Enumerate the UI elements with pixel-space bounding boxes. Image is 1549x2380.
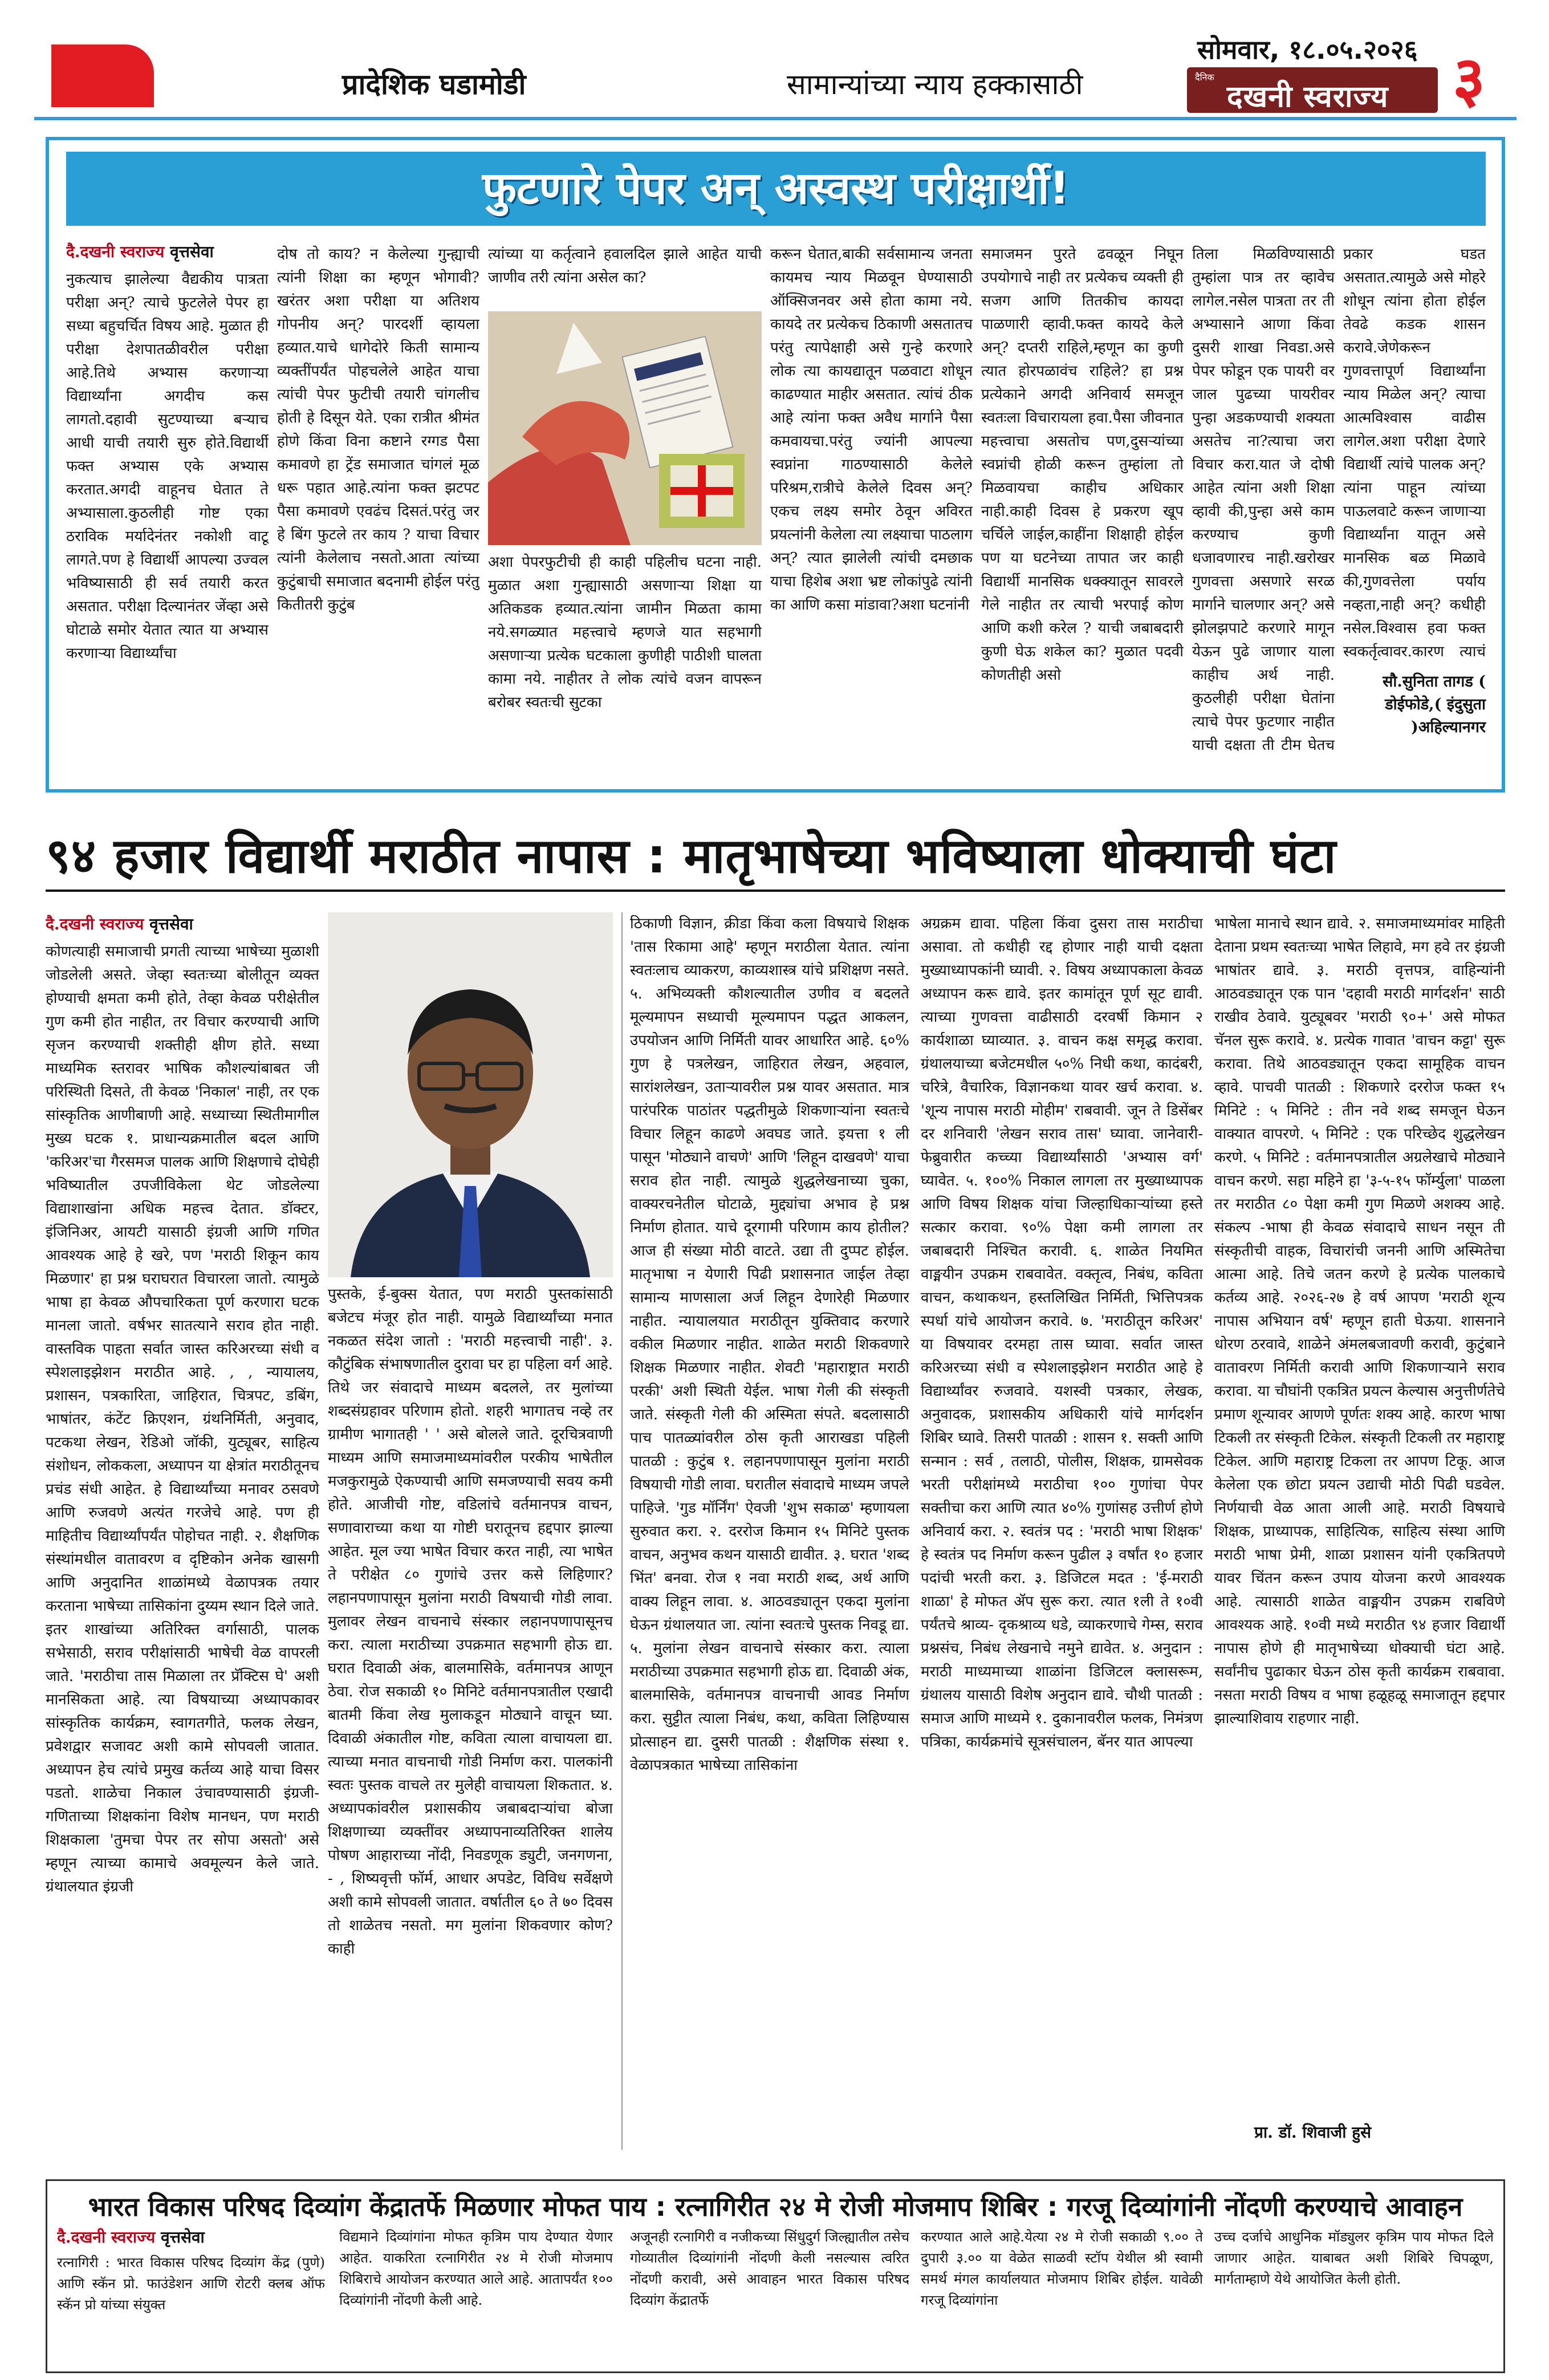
header-divider [34,117,1517,120]
article-2-column-1 [46,912,319,2150]
article-1-column-7 [1192,243,1335,753]
article-1-column-1 [66,240,269,753]
article-3-text-1: रत्नागिरी : भारत विकास परिषद दिव्यांग केंद्र (पुणे) आणि स्कॅन प्रो. फाउंडेशन आणि रोटरी क्लब ऑफ स्कॅन प्रो यांच्या संयुक्त [57,2255,325,2313]
column-rule [621,912,623,2150]
issue-date: सोमवार, १८.०५.२०२६ [1197,34,1418,65]
article-1-text-2: दोष तो काय? न केलेल्या गुन्ह्याची त्यांनी शिक्षा का म्हणून भोगावी? खरंतर अशा परीक्षा या अतिशय गोपनीय अन्? पारदर्शी व्हायला हव्यात.याचे धागेदोरे किती सामान्य व्यक्तींपर्यंत पोहचलेले आहेत याचा त्यांची पेपर फुटीची तयारी चांगलीच होती हे दिसून येते. एका रात्रीत श्रीमंत होणे किंवा विना कष्टाने रग्गड पैसा कमावणे हा ट्रेंड समाजात चांगलं मूळ धरू पहात आहे.त्यांना फक्त झटपट पैसा कमावणे एवढंच दिसतं.परंतु जर हे बिंग फुटले तर काय ? याचा विचार त्यांनी केलेलाच नसतो.आता त्यांच्या कुटुंबाची समाजात बदनामी होईल परंतु कितीतरी कुटुंब [277,246,479,614]
article-1-column-2 [277,243,479,753]
article-3-text-3: अजूनही रत्नागिरी व नजीकच्या सिंधुदुर्ग जिल्ह्यातील तसेच गोव्यातील दिव्यांगांनी नोंदणी केली नसल्यास त्वरित नोंदणी करावी, असे आवाहन भारत विकास परिषद दिव्यांग केंद्रातर्फे [630,2229,909,2308]
article-2-byline-source: दै.दखनी स्वराज्य [46,915,144,933]
article-3-text-4: करण्यात आले आहे.येत्या २४ मे रोजी सकाळी ९.०० ते दुपारी ३.०० या वेळेत साळवी स्टॉप येथील श्री स्वामी समर्थ मंगल कार्यालयात मोजमाप शिबिर होईल. यावेळी गरजू दिव्यांगांना [921,2229,1203,2308]
article-2-text-1: कोणत्याही समाजाची प्रगती त्याच्या भाषेच्या मुळाशी जोडलेली असते. जेव्हा स्वतःच्या बोलीतून व्यक्त होण्याची क्षमता कमी होते, तेव्हा केवळ परीक्षेतील गुण कमी होत नाहीत, तर विचार करण्याची आणि सृजन करण्याची शक्तीही क्षीण होते. सध्या माध्यमिक स्तरावर भाषिक कौशल्यांबाबत जी परिस्थिती दिसते, ती केवळ 'निकाल' नाही, तर एक सांस्कृतिक आणीबाणी आहे. सध्याच्या स्थितीमागील मुख्य घटक १. प्राधान्यक्रमातील बदल आणि 'करिअर'चा गैरसमज पालक आणि शिक्षणाचे दोघेही भविष्यातील उपजीविकेला थेट जोडलेल्या विद्याशाखांना अधिक महत्त्व देतात. डॉक्टर, इंजिनिअर, आयटी यासाठी इंग्रजी आणि गणित आवश्यक आहे हे खरे, पण 'मराठी शिकून काय मिळणार' हा प्रश्न घराघरात विचारला जातो. त्यामुळे भाषा हा केवळ औपचारिकता पूर्ण करणारा घटक मानला जातो. वर्षभर सातत्याने सराव होत नाही. वास्तविक पाहता सर्वात जास्त करिअरच्या संधी व स्पेशलाइझेशन मराठीत आहे. , , न्यायालय, प्रशासन, पत्रकारिता, जाहिरात, चित्रपट, डबिंग, भाषांतर, कंटेंट क्रिएशन, ग्रंथनिर्मिती, अनुवाद, पटकथा लेखन, रेडिओ जॉकी, युट्यूबर, साहित्य संशोधन, लोककला, अध्यापन या क्षेत्रांत मराठीतूनच प्रचंड संधी आहेत. हे विद्यार्थ्यांच्या मनावर ठसवणे आणि रुजवणे अत्यंत गरजेचे आहे. पण ही माहितीच विद्यार्थ्यांपर्यंत पोहोचत नाही. २. शैक्षणिक संस्थांमधील वातावरण व दृष्टिकोन अनेक खासगी आणि अनुदानित शाळांमध्ये वेळापत्रक तयार करताना भाषेच्या तासिकांना दुय्यम स्थान दिले जाते. इतर शाखांच्या अतिरिक्त वर्गासाठी, पालक सभेसाठी, सराव परीक्षांसाठी भाषेची वेळ वापरली जाते. 'मराठीचा तास मिळाला तर प्रॅक्टिस घे' अशी मानसिकता आहे. त्या विषयाच्या अध्यापकावर सांस्कृतिक कार्यक्रम, स्वागतगीते, फलक लेखन, प्रवेशद्वार सजावट अशी कामे सोपवली जातात. अध्यापन हेच त्यांचे प्रमुख कर्तव्य आहे याचा विसर पडतो. शाळेचा निकाल उंचावण्यासाठी इंग्रजी-गणिताच्या शिक्षकांना विशेष मानधन, पण मराठी शिक्षकाला 'तुमचा पेपर तर सोपा असतो' असे म्हणून त्याच्या कामाचे अवमूल्यन केले जाते. ग्रंथालयात इंग्रजी [46,943,319,1895]
article-1-column-5 [770,243,973,753]
article-1-author-name: सौ.सुनिता तागड ( [1383,673,1486,691]
article-2-column-5 [1214,912,1505,2115]
article-1-column-6 [981,243,1184,753]
article-1-author-city: )अहिल्यानगर [1411,718,1486,736]
article-3-column-3 [630,2227,909,2366]
article-1-byline-service: वृत्तसेवा [170,242,214,261]
article-1-text-6: समाजमन पुरते ढवळून निघून उपयोगाचे नाही तर प्रत्येकच व्यक्ती ही सजग आणि तितकीच कायदा पाळणारी व्हावी.फक्त कायदे केले अन्? दप्तरी राहिले,म्हणून का कुणी त्यात होरपळावंच राहिले? हा प्रश्न प्रत्येकाने अगदी अनिवार्य समजून स्वतःला विचारायला हवा.पैसा जीवनात महत्त्वाचा असतोच पण,दुसऱ्यांच्या स्वप्नांची होळी करून तुम्हांला तो मिळवायचा काहीच अधिकार नाही.काही दिवस हे प्रकरण खूप चर्चिले जाईल,काहींना शिक्षाही होईल पण या घटनेच्या तापात जर काही विद्यार्थी मानसिक धक्क्यातून सावरले गेले नाहीत तर त्याची भरपाई कोण आणि कशी करेल ? याची जबाबदारी कुणी घेऊ शकेल का? मुळात पदवी कोणतीही असो [981,246,1184,684]
article-1-text-8: प्रकार घडत असतात.त्यामुळे असे मोहरे शोधून त्यांना होता होईल तेवढे कडक शासन करावे.जेणेकरून गुणवत्तापूर्ण विद्यार्थ्यांना न्याय मिळेल अन्? त्याचा आत्मविश्वास वाढीस लागेल.अशा परीक्षा देणारे विद्यार्थी त्यांचे पालक अन्? त्यांना पाहून त्यांच्या पाऊलवाटे करून जाणाऱ्या विद्यार्थ्यांना यातून असे मानसिक बळ मिळावे की,गुणवत्तेला पर्याय नव्हता,नाही अन्? कधीही नसेल.विश्वास हवा फक्त स्वकर्तृत्वावर.कारण त्याचं [1343,246,1486,660]
article-1-headline: फुटणारे पेपर अन् अस्वस्थ परीक्षार्थी! [482,163,1070,214]
author-photo [328,912,613,1277]
logo-name: दखनी स्वराज्य [1227,80,1389,113]
article-1-author-place: डोईफोडे,( इंदुसुता [1385,696,1486,713]
newspaper-logo [1187,67,1438,113]
article-3-text-5: उच्च दर्जाचे आधुनिक मॉड्युलर कृत्रिम पाय मोफत दिले जाणार आहेत. याबाबत अशी शिबिरे चिपळूण, मार्गताम्हाणे येथे आयोजित केली होती. [1214,2229,1494,2287]
article-1-text-7: तिला मिळविण्यासाठी तुम्हांला पात्र तर व्हावेच लागेल.नसेल पात्रता तर ती अभ्यासाने आणा किंवा दुसरी शाखा निवडा.असे पेपर फोडून एक पायरी वर जाल पुढच्या पायरीवर पुन्हा अडकण्याची शक्यता असतेच ना?त्याचा जरा विचार करा.यात जे दोषी आहेत त्यांना अशी शिक्षा व्हावी की,पुन्हा असे काम करण्याच कुणी धजावणारच नाही.खरोखर गुणवत्ता असणारे सरळ मार्गाने चालणार अन्? असे झोलझपाटे करणारे मागून येऊन पुढे जाणार याला काहीच अर्थ नाही. कुठलीही परीक्षा घेतांना त्याचे पेपर फुटणार नाहीत याची दक्षता ती टीम घेतच [1192,246,1335,753]
article-2-byline-service: वृत्तसेवा [149,915,193,933]
page-number: ३ [1453,43,1486,116]
article-1-banner [66,152,1486,226]
logo-small-text: दैनिक [1195,72,1214,83]
article-paper-leak [46,137,1505,793]
article-1-text-5: करून घेतात,बाकी सर्वसामान्य जनता कायमच न्याय मिळवून घेण्यासाठी ऑक्सिजनवर असे होता कामा नये. कायदे तर प्रत्येकच ठिकाणी असतातच परंतु त्यापेक्षाही असे गुन्हे करणारे लोक त्या कायद्यातून पळवाटा शोधून काढण्यात माहीर असतात. त्यांचं ठीक आहे त्यांना फक्त अवैध मार्गाने पैसा कमवायचा.परंतु ज्यांनी आपल्या स्वप्नांना गाठण्यासाठी केलेले परिश्रम,रात्रीचे केलेले दिवस अन्? एकच लक्ष्य समोर ठेवून अविरत प्रयत्नांनी केलेला त्या लक्ष्याचा पाठलाग अन्? त्यात झालेली त्यांची दमछाक याचा हिशेब अशा भ्रष्ट लोकांपुढे त्यांनी का आणि कसा मांडावा?अशा घटनांनी [770,246,973,614]
article-1-column-4 [488,551,762,753]
article-3-column-4 [921,2227,1203,2366]
article-2-column-4 [921,912,1203,2150]
article-2-byline [46,912,319,936]
article-1-author-signature [1343,671,1486,739]
article-2-text-2: पुस्तके, ई-बुक्स येतात, पण मराठी पुस्तकांसाठी बजेटच मंजूर होत नाही. यामुळे विद्यार्थ्यांच्या मनात नकळत संदेश जातो : 'मराठी महत्त्वाची नाही'. ३. कौटुंबिक संभाषणातील दुरावा घर हा पहिला वर्ग आहे. तिथे जर संवादाचे माध्यम बदलले, तर मुलांच्या शब्दसंग्रहावर परिणाम होतो. शहरी भागातच नव्हे तर ग्रामीण भागातही ' ' असे बोलले जाते. दूरचित्रवाणी माध्यम आणि समाजमाध्यमांवरील परकीय भाषेतील मजकुरामुळे ऐकण्याची आणि समजण्याची सवय कमी होते. आजीची गोष्ट, वडिलांचे वर्तमानपत्र वाचन, सणावाराच्या कथा या गोष्टी घरातूनच हद्दपार झाल्या आहेत. मूल ज्या भाषेत विचार करत नाही, त्या भाषेत ते परीक्षेत ८० गुणांचे उत्तर कसे लिहिणार? लहानपणापासून मुलांना मराठी विषयाची गोडी लावा. मुलावर लेखन वाचनाचे संस्कार लहानपणापासूनच करा. त्याला मराठीच्या उपक्रमात सहभागी होऊ द्या. घरात दिवाळी अंक, बालमासिके, वर्तमानपत्र आणून ठेवा. रोज सकाळी १० मिनिटे वर्तमानपत्रातील एखादी बातमी किंवा लेख मुलाकडून मोठ्याने वाचून घ्या. दिवाळी अंकातील गोष्ट, कविता त्याला वाचायला द्या. त्याच्या मनात वाचनाची गोडी निर्माण करा. पालकांनी स्वतः पुस्तक वाचले तर मुलेही वाचायला शिकतात. ४. अध्यापकांवरील प्रशासकीय जबाबदाऱ्यांचा बोजा शिक्षणाच्या व्यक्तींवर अध्यापनाव्यतिरिक्त शालेय पोषण आहाराच्या नोंदी, निवडणूक ड्युटी, जनगणना, - , शिष्यवृत्ती फॉर्म, आधार अपडेट, विविध सर्वेक्षणे अशी कामे सोपवली जातात. वर्षातील ६० ते ७० दिवस तो शाळेतच नसतो. मग मुलांना शिकवणार कोण? काही [328,1286,613,1957]
paper-leak-photo [488,311,762,545]
article-3-column-2 [339,2227,613,2366]
article-3-byline [57,2227,325,2248]
article-1-text-1: नुकत्याच झालेल्या वैद्यकीय पात्रता परीक्षा अन्? त्याचे फुटलेले पेपर हा सध्या बहुचर्चित विषय आहे. मुळात ही परीक्षा देशपातळीवरील परीक्षा आहे.तिथे अभ्यास करणाऱ्या विद्यार्थ्यांना अगदीच कस लागतो.दहावी सुटण्याच्या बऱ्याच आधी याची तयारी सुरु होते.विद्यार्थी फक्त अभ्यास एके अभ्यास करतात.अगदी वाहूनच घेतात ते अभ्यासाला.कुठलीही गोष्ट एका ठराविक मर्यादेनंतर नकोशी वाटू लागते.पण हे विद्यार्थी आपल्या उज्वल भविष्यासाठी ही सर्व तयारी करत असतात. परीक्षा दिल्यानंतर जेंव्हा असे घोटाळे समोर येतात त्यात या अभ्यास करणाऱ्या विद्यार्थ्यांचा [66,271,269,662]
article-1-byline-source: दै.दखनी स्वराज्य [66,242,165,261]
article-2-author: प्रा. डॉ. शिवाजी हुसे [1254,2123,1372,2142]
paper-leak-illustration [488,311,762,545]
article-3-column-1 [57,2227,325,2366]
article-2-headline: ९४ हजार विद्यार्थी मराठीत नापास : मातृभाषेच्या भविष्याला धोक्याची घंटा [46,828,1337,884]
article-3-headline: भारत विकास परिषद दिव्यांग केंद्रातर्फे मिळणार मोफत पाय : रत्नागिरीत २४ मे रोजी मोजमाप शिबिर : गरजू दिव्यांगांनी नोंदणी करण्याचे आवाहन [88,2191,1463,2222]
article-3-text-2: विद्यमाने दिव्यांगांना मोफत कृत्रिम पाय देण्यात येणार आहेत. याकरिता रत्नागिरीत २४ मे रोजी मोजमाप शिबिराचे आयोजन करण्यात आले आहे. आतापर्यंत १०० दिव्यांगांनी नोंदणी केली आहे. [339,2229,613,2308]
section-name: प्रादेशिक घडामोडी [342,68,526,101]
article-1-text-4: अशा पेपरफुटीची ही काही पहिलीच घटना नाही. मुळात अशा गुन्ह्यासाठी असणाऱ्या शिक्षा या अतिकडक हव्यात.त्यांना जामीन मिळता कामा नये.सगळ्यात महत्त्वाचे म्हणजे यात सहभागी असणाऱ्या प्रत्येक घटकाला कुणीही पाठीशी घालता कामा नये. नाहीतर ते लोक त्यांचे वजन वापरून बरोबर स्वतःची सुटका [488,554,762,711]
article-2-text-3: ठिकाणी विज्ञान, क्रीडा किंवा कला विषयाचे शिक्षक 'तास रिकामा आहे' म्हणून मराठीला येतात. त्यांना स्वतःलाच व्याकरण, काव्यशास्त्र यांचे प्रशिक्षण नसते. ५. अभिव्यक्ती कौशल्यातील उणीव व बदलते मूल्यमापन सध्याची मूल्यमापन पद्धत आकलन, उपयोजन आणि निर्मिती यावर आधारित आहे. ६०% गुण हे पत्रलेखन, जाहिरात लेखन, अहवाल, सारांशलेखन, उताऱ्यावरील प्रश्न यावर असतात. मात्र पारंपरिक पाठांतर पद्धतीमुळे शिकणाऱ्यांना स्वतःचे विचार लिहून काढणे अवघड जाते. इयत्ता १ ली पासून 'मोठ्याने वाचणे' आणि 'लिहून दाखवणे' याचा सराव होत नाही. त्यामुळे शुद्धलेखनाच्या चुका, वाक्यरचनेतील घोटाळे, मुद्द्यांचा अभाव हे प्रश्न निर्माण होतात. याचे दूरगामी परिणाम काय होतील? आज ही संख्या मोठी वाटते. उद्या ती दुप्पट होईल. मातृभाषा न येणारी पिढी प्रशासनात जाईल तेव्हा सामान्य माणसाला अर्ज लिहून देणारेही मिळणार नाहीत. न्यायालयात मराठीतून युक्तिवाद करणारे वकील मिळणार नाहीत. शाळेत मराठी शिकवणारे शिक्षक मिळणार नाहीत. शेवटी 'महाराष्ट्रात मराठी परकी' अशी स्थिती येईल. भाषा गेली की संस्कृती जाते. संस्कृती गेली की अस्मिता संपते. बदलासाठी पाच पातळ्यांवरील ठोस कृती आराखडा पहिली पातळी : कुटुंब १. लहानपणापासून मुलांना मराठी विषयाची गोडी लावा. घरातील संवादाचे माध्यम जपले पाहिजे. 'गुड मॉर्निंग' ऐवजी 'शुभ सकाळ' म्हणायला सुरुवात करा. २. दररोज किमान १५ मिनिटे पुस्तक वाचन, अनुभव कथन यासाठी द्यावीत. ३. घरात 'शब्द भिंत' बनवा. रोज १ नवा मराठी शब्द, अर्थ आणि वाक्य लिहून लावा. ४. आठवड्यातून एकदा मुलांना घेऊन ग्रंथालयात जा. त्यांना स्वतःचे पुस्तक निवडू द्या. ५. मुलांना लेखन वाचनाचे संस्कार करा. त्याला मराठीच्या उपक्रमात सहभागी होऊ द्या. दिवाळी अंक, बालमासिके, वर्तमानपत्र वाचनाची आवड निर्माण करा. सुट्टीत त्याला निबंध, कथा, कविता लिहिण्यास प्रोत्साहन द्या. दुसरी पातळी : शैक्षणिक संस्था १. वेळापत्रकात भाषेच्या तासिकांना [630,915,909,1774]
article-3-column-5 [1214,2227,1494,2366]
article-2-divider [46,890,1505,892]
article-3-byline-source: दै.दखनी स्वराज्य [57,2228,156,2247]
article-1-byline [66,240,269,263]
page-header [0,0,1549,114]
article-1-text-3: त्यांच्या या कर्तृत्वाने हवालदिल झाले आहेत याची जाणीव तरी त्यांना असेल का? [488,246,762,286]
article-2-text-5: भाषेला मानाचे स्थान द्यावे. २. समाजमाध्यमांवर माहिती देताना प्रथम स्वतःच्या भाषेत लिहावे, मग हवे तर इंग्रजी भाषांतर द्यावे. ३. मराठी वृत्तपत्र, वाहिन्यांनी आठवड्यातून एक पान 'दहावी मराठी मार्गदर्शन' साठी राखीव ठेवावे. युट्यूबवर 'मराठी ९०+' असे मोफत चॅनल सुरू करावे. ४. प्रत्येक गावात 'वाचन कट्टा' सुरू करावा. तिथे आठवड्यातून एकदा सामूहिक वाचन व्हावे. पाचवी पातळी : शिकणारे दररोज फक्त १५ मिनिटे : ५ मिनिटे : तीन नवे शब्द समजून घेऊन वाक्यात वापरणे. ५ मिनिटे : एक परिच्छेद शुद्धलेखन करणे. ५ मिनिटे : वर्तमानपत्रातील अग्रलेखाचे मोठ्याने वाचन करणे. सहा महिने हा '३-५-१५ फॉर्म्युला' पाळला तर मराठीत ८० पेक्षा कमी गुण मिळणे अशक्य आहे. संकल्प -भाषा ही केवळ संवादाचे साधन नसून ती संस्कृतीची वाहक, विचारांची जननी आणि अस्मितेचा आत्मा आहे. तिचे जतन करणे हे प्रत्येक पालकाचे कर्तव्य आहे. २०२६-२७ हे वर्ष आपण 'मराठी शून्य नापास अभियान वर्ष' म्हणून हाती घेऊया. शासनाने धोरण ठरवावे, शाळेने अंमलबजावणी करावी, कुटुंबाने वातावरण निर्मिती करावी आणि शिकणाऱ्याने सराव करावा. या चौघांनी एकत्रित प्रयत्न केल्यास अनुत्तीर्णतेचे प्रमाण शून्यावर आणणे पूर्णतः शक्य आहे. कारण भाषा टिकली तर संस्कृती टिकेल. संस्कृती टिकली तर महाराष्ट्र टिकेल. आणि महाराष्ट्र टिकला तर आपण टिकू. आज केलेला एक छोटा प्रयत्न उद्याची मोठी पिढी घडवेल. निर्णयाची वेळ आता आली आहे. मराठी विषयाचे शिक्षक, प्राध्यापक, साहित्यिक, साहित्य संस्था आणि मराठी भाषा प्रेमी, शाळा प्रशासन यांनी एकत्रितपणे यावर चिंतन करून उपाय योजना करणे आवश्यक आहे. त्यासाठी शाळेत वाङ्मयीन उपक्रम राबविणे आवश्यक आहे. १०वी मध्ये मराठीत ९४ हजार विद्यार्थी नापास होणे ही मातृभाषेच्या धोक्याची घंटा आहे. सर्वांनीच पुढाकार घेऊन ठोस कृती कार्यक्रम राबवावा. नसता मराठी विषय व भाषा हळूहळू समाजातून हद्दपार झाल्याशिवाय राहणार नाही. [1214,915,1505,1727]
article-3-byline-service: वृत्तसेवा [161,2228,205,2247]
article-2-text-4: अग्रक्रम द्यावा. पहिला किंवा दुसरा तास मराठीचा असावा. तो कधीही रद्द होणार नाही याची दक्षता मुख्याध्यापकांनी घ्यावी. २. विषय अध्यापकाला केवळ अध्यापन करू द्यावे. इतर कामांतून पूर्ण सूट द्यावी. त्याच्या गुणवत्ता वाढीसाठी दरवर्षी किमान २ कार्यशाळा घ्याव्यात. ३. वाचन कक्ष समृद्ध करावा. ग्रंथालयाच्या बजेटमधील ५०% निधी कथा, कादंबरी, चरित्रे, वैचारिक, विज्ञानकथा यावर खर्च करावा. ४. 'शून्य नापास मराठी मोहीम' राबवावी. जून ते डिसेंबर दर शनिवारी 'लेखन सराव तास' घ्यावा. जानेवारी-फेब्रुवारीत कच्च्या विद्यार्थ्यांसाठी 'अभ्यास वर्ग' घ्यावेत. ५. १००% निकाल लागला तर मुख्याध्यापक आणि विषय शिक्षक यांचा जिल्हाधिकाऱ्यांच्या हस्ते सत्कार करावा. ९०% पेक्षा कमी लागला तर जबाबदारी निश्चित करावी. ६. शाळेत नियमित वाङ्मयीन उपक्रम राबवावेत. वक्तृत्व, निबंध, कविता वाचन, कथाकथन, हस्तलिखित निर्मिती, भित्तिपत्रक स्पर्धा यांचे आयोजन करावे. ७. 'मराठीतून करिअर' या विषयावर दरमहा तास घ्यावा. सर्वात जास्त करिअरच्या संधी व स्पेशलाइझेशन मराठीत आहे हे विद्यार्थ्यांवर रुजवावे. यशस्वी पत्रकार, लेखक, अनुवादक, प्रशासकीय अधिकारी यांचे मार्गदर्शन शिबिर घ्यावे. तिसरी पातळी : शासन १. सक्ती आणि सन्मान : सर्व , तलाठी, पोलीस, शिक्षक, ग्रामसेवक भरती परीक्षांमध्ये मराठीचा १०० गुणांचा पेपर सक्तीचा करा आणि त्यात ४०% गुणांसह उत्तीर्ण होणे अनिवार्य करा. २. स्वतंत्र पद : 'मराठी भाषा शिक्षक' हे स्वतंत्र पद निर्माण करून पुढील ३ वर्षांत १० हजार पदांची भरती करा. ३. डिजिटल मदत : 'ई-मराठी शाळा' हे मोफत ॲप सुरू करा. त्यात १ली ते १०वी पर्यंतचे श्राव्य- दृकश्राव्य धडे, व्याकरणाचे गेम्स, सराव प्रश्नसंच, निबंध लेखनाचे नमुने द्यावेत. ४. अनुदान : मराठी माध्यमाच्या शाळांना डिजिटल क्लासरूम, ग्रंथालय यासाठी विशेष अनुदान द्यावे. चौथी पातळी : समाज आणि माध्यमे १. दुकानावरील फलक, निमंत्रण पत्रिका, कार्यक्रमांचे सूत्रसंचालन, बॅनर यात आपल्या [921,915,1203,1751]
article-2-column-3 [630,912,909,2150]
newspaper-tagline: सामान्यांच्या न्याय हक्कासाठी [787,68,1083,101]
section-color-tab [51,44,154,107]
article-1-column-3-top [488,243,762,311]
article-1-column-8 [1343,243,1486,662]
article-2-column-2 [328,1283,613,2150]
author-portrait [328,912,613,1277]
